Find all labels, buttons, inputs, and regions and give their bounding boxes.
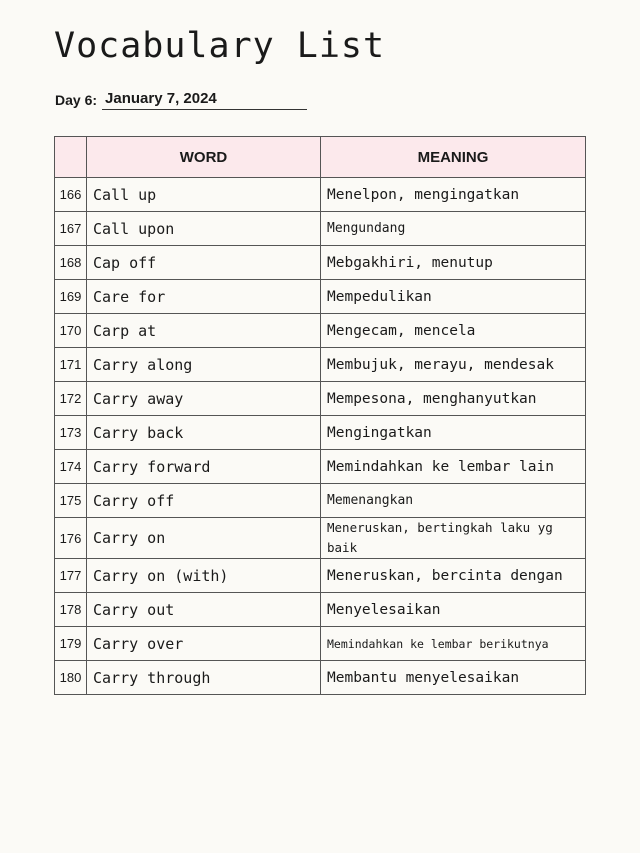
row-meaning: Memindahkan ke lembar lain — [321, 450, 586, 484]
row-word: Call upon — [87, 212, 321, 246]
row-meaning: Mebgakhiri, menutup — [321, 246, 586, 280]
table-row — [55, 559, 586, 593]
row-number: 172 — [55, 382, 87, 416]
table-row — [55, 593, 586, 627]
row-word: Carry on (with) — [87, 559, 321, 593]
row-word: Care for — [87, 280, 321, 314]
table-row — [55, 246, 586, 280]
table-row — [55, 348, 586, 382]
row-number: 168 — [55, 246, 87, 280]
row-word: Cap off — [87, 246, 321, 280]
row-meaning: Membujuk, merayu, mendesak — [321, 348, 586, 382]
row-word: Carry over — [87, 627, 321, 661]
row-number: 170 — [55, 314, 87, 348]
row-number: 173 — [55, 416, 87, 450]
row-number: 167 — [55, 212, 87, 246]
row-number: 169 — [55, 280, 87, 314]
number-column-header — [55, 137, 87, 178]
table-row — [55, 450, 586, 484]
table-row — [55, 280, 586, 314]
row-meaning: Mengingatkan — [321, 416, 586, 450]
row-word: Carp at — [87, 314, 321, 348]
table-header-row — [55, 137, 586, 178]
row-number: 171 — [55, 348, 87, 382]
row-number: 166 — [55, 178, 87, 212]
table-row — [55, 518, 586, 559]
row-number: 175 — [55, 484, 87, 518]
row-number: 174 — [55, 450, 87, 484]
row-word: Carry back — [87, 416, 321, 450]
table-row — [55, 314, 586, 348]
row-meaning: Meneruskan, bercinta dengan — [321, 559, 586, 593]
table-row — [55, 627, 586, 661]
page-title: Vocabulary List — [54, 26, 386, 66]
row-meaning: Meneruskan, bertingkah laku yg baik — [321, 518, 586, 559]
meaning-column-header: MEANING — [321, 137, 586, 178]
row-meaning: Mengundang — [321, 212, 586, 246]
row-word: Carry out — [87, 593, 321, 627]
row-word: Carry off — [87, 484, 321, 518]
row-meaning: Mengecam, mencela — [321, 314, 586, 348]
row-word: Carry through — [87, 661, 321, 695]
row-word: Call up — [87, 178, 321, 212]
row-meaning: Menyelesaikan — [321, 593, 586, 627]
word-column-header: WORD — [87, 137, 321, 178]
row-meaning: Mempesona, menghanyutkan — [321, 382, 586, 416]
day-line — [55, 90, 307, 110]
table-row — [55, 416, 586, 450]
table-row — [55, 212, 586, 246]
row-number: 176 — [55, 518, 87, 559]
table-row — [55, 178, 586, 212]
table-row — [55, 484, 586, 518]
row-meaning: Menelpon, mengingatkan — [321, 178, 586, 212]
row-word: Carry away — [87, 382, 321, 416]
day-date: January 7, 2024 — [102, 90, 307, 110]
row-number: 179 — [55, 627, 87, 661]
row-meaning: Mempedulikan — [321, 280, 586, 314]
row-word: Carry forward — [87, 450, 321, 484]
row-number: 180 — [55, 661, 87, 695]
row-number: 177 — [55, 559, 87, 593]
table-row — [55, 661, 586, 695]
vocabulary-table — [54, 136, 586, 695]
row-number: 178 — [55, 593, 87, 627]
row-meaning: Memenangkan — [321, 484, 586, 518]
row-word: Carry on — [87, 518, 321, 559]
row-meaning: Membantu menyelesaikan — [321, 661, 586, 695]
row-word: Carry along — [87, 348, 321, 382]
day-label: Day 6: — [55, 92, 98, 108]
table-row — [55, 382, 586, 416]
row-meaning: Memindahkan ke lembar berikutnya — [321, 627, 586, 661]
